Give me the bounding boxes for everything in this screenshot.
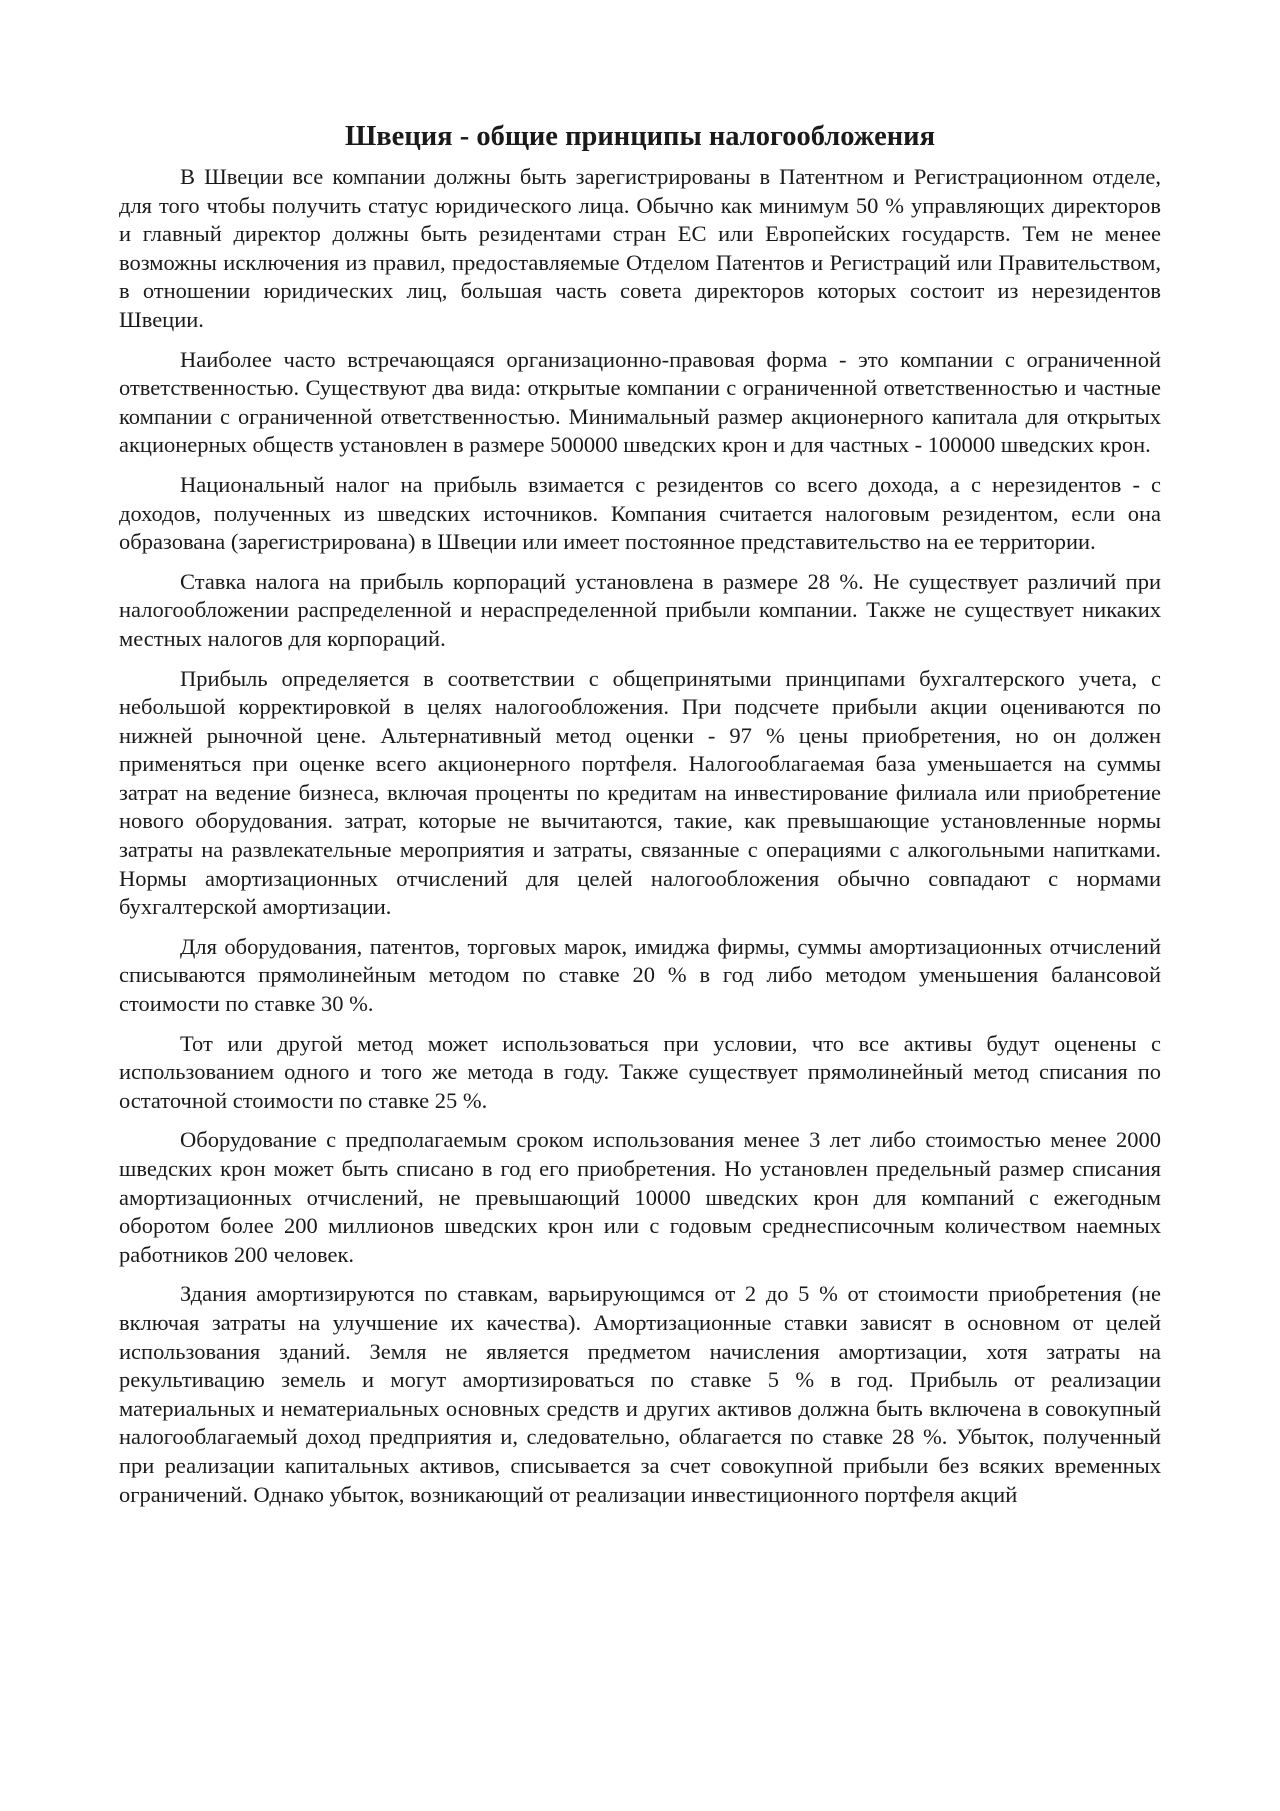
paragraph-5: Прибыль определяется в соответствии с общепринятыми принципами бухгалтерского учета, с небольшой корректировкой в целях налогообложения. При подсчете прибыли акции оцениваются по нижней рыночной цене. Альтернативный метод оценки - 97 % цены приобретения, но он должен применяться при оценке всего акционерного портфеля. Налогооблагаемая база уменьшается на суммы затрат на ведение бизнеса, включая проценты по кредитам на инвестирование филиала или приобретение нового оборудования. затрат, которые не вычитаются, такие, как превышающие установленные нормы затраты на развлекательные мероприятия и затраты, связанные с операциями с алкогольными напитками. Нормы амортизационных отчислений для целей налогообложения обычно совпадают с нормами бухгалтерской амортизации. bbox=[119, 665, 1161, 920]
paragraph-3: Национальный налог на прибыль взимается с резидентов со всего дохода, а с нерезидентов - с доходов, полученных из шведских источников. Компания считается налоговым резидентом, если она образована (зарегистрирована) в Швеции или имеет постоянное представительство на ее территории. bbox=[119, 471, 1161, 555]
paragraph-4: Ставка налога на прибыль корпораций установлена в размере 28 %. Не существует различий при налогообложении распределенной и нераспределенной прибыли компании. Также не существует никаких местных налогов для корпораций. bbox=[119, 568, 1161, 651]
paragraph-1: В Швеции все компании должны быть зарегистрированы в Патентном и Регистрационном отделе, для того чтобы получить статус юридического лица. Обычно как минимум 50 % управляющих директоров и главный директор должны быть резидентами стран ЕС или Европейских государств. Тем не менее возможны исключения из правил, предоставляемые Отделом Патентов и Регистраций или Правительством, в отношении юридических лиц, большая часть совета директоров которых состоит из нерезидентов Швеции. bbox=[119, 164, 1161, 332]
paragraph-7: Тот или другой метод может использоваться при условии, что все активы будут оценены с использованием одного и того же метода в году. Также существует прямолинейный метод списания по остаточной стоимости по ставке 25 %. bbox=[119, 1030, 1161, 1113]
document-page bbox=[119, 119, 1161, 1520]
paragraph-6: Для оборудования, патентов, торговых марок, имиджа фирмы, суммы амортизационных отчислений списываются прямолинейным методом по ставке 20 % в год либо методом уменьшения балансовой стоимости по ставке 30 %. bbox=[119, 933, 1161, 1017]
paragraph-9: Здания амортизируются по ставкам, варьирующимся от 2 до 5 % от стоимости приобретения (не включая затраты на улучшение их качества). Амортизационные ставки зависят в основном от целей использования зданий. Земля не является предметом начисления амортизации, хотя затраты на рекультивацию земель и могут амортизироваться по ставке 5 % в год. Прибыль от реализации материальных и нематериальных основных средств и других активов должна быть включена в совокупный налогооблагаемый доход предприятия и, следовательно, облагается по ставке 28 %. Убыток, полученный при реализации капитальных активов, списывается за счет совокупной прибыли без всяких временных ограничений. Однако убыток, возникающий от реализации инвестиционного портфеля акций bbox=[119, 1281, 1161, 1507]
paragraph-8: Оборудование с предполагаемым сроком использования менее 3 лет либо стоимостью менее 2000 шведских крон может быть списано в год его приобретения. Но установлен предельный размер списания амортизационных отчислений, не превышающий 10000 шведских крон для компаний с ежегодным оборотом более 200 миллионов шведских крон или с годовым среднесписочным количеством наемных работников 200 человек. bbox=[119, 1127, 1161, 1267]
document-title: Швеция - общие принципы налогообложения bbox=[344, 121, 935, 152]
paragraph-2: Наиболее часто встречающаяся организационно-правовая форма - это компании с ограниченной ответственностью. Существуют два вида: открытые компании с ограниченной ответственностью и частные компании с ограниченной ответственностью. Минимальный размер акционерного капитала для открытых акционерных обществ установлен в размере 500000 шведских крон и для частных - 100000 шведских крон. bbox=[119, 346, 1161, 458]
